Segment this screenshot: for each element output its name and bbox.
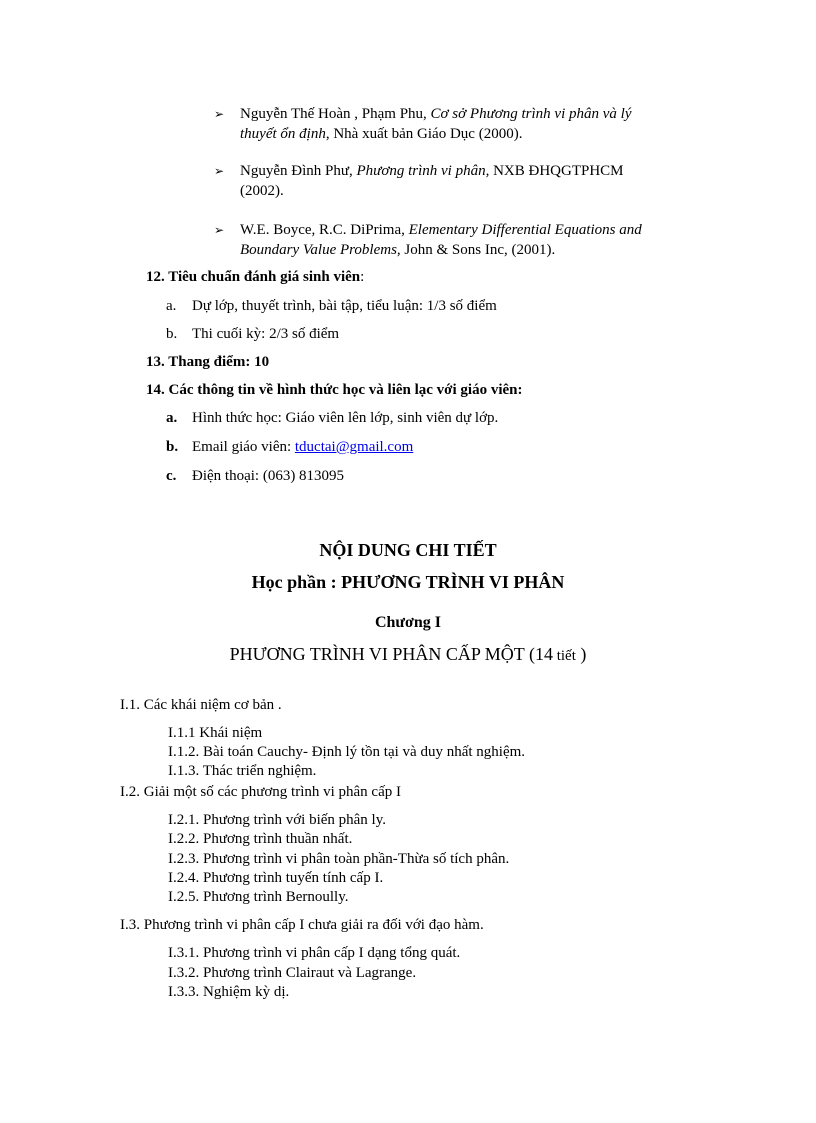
toc-item: I.3.2. Phương trình Clairaut và Lagrange. bbox=[168, 965, 417, 981]
reference-book-title: Cơ sở Phương trình vi phân và lý bbox=[430, 106, 632, 122]
toc-item: I.1.1 Khái niệm bbox=[168, 725, 263, 741]
item-text: Điện thoại: (063) 813095 bbox=[192, 468, 345, 484]
chapter-title-text: PHƯƠNG TRÌNH VI PHÂN CẤP MỘT (14 bbox=[229, 644, 553, 664]
section-12-item-a bbox=[166, 296, 497, 316]
section-13-title: 13. Thang điểm: 10 bbox=[146, 354, 270, 370]
toc-item: I.1.3. Thác triển nghiệm. bbox=[168, 763, 317, 779]
section-12-colon: : bbox=[360, 269, 365, 285]
reference-publisher: NXB ĐHQGTPHCM bbox=[489, 163, 624, 179]
reference-book-title: Phương trình vi phân, bbox=[356, 163, 490, 179]
section-14-title: 14. Các thông tin về hình thức học và liên lạc với giáo viên: bbox=[146, 382, 523, 398]
toc-section-3: I.3. Phương trình vi phân cấp I chưa giải ra đối với đạo hàm. bbox=[120, 917, 484, 933]
item-text: Dự lớp, thuyết trình, bài tập, tiểu luận: 1/3 số điểm bbox=[192, 298, 497, 314]
reference-year: (2002). bbox=[240, 183, 284, 199]
reference-book-title: Boundary Value Problems, bbox=[240, 242, 401, 258]
section-12-title bbox=[146, 267, 364, 287]
toc-section-2: I.2. Giải một số các phương trình vi phân cấp I bbox=[120, 784, 401, 800]
section-14-item-a bbox=[166, 408, 498, 428]
chapter-title bbox=[0, 644, 816, 665]
toc-item: I.3.3. Nghiệm kỳ dị. bbox=[168, 984, 290, 1000]
arrow-bullet-icon: ➢ bbox=[214, 164, 225, 178]
toc-item: I.3.1. Phương trình vi phân cấp I dạng tổng quát. bbox=[168, 945, 461, 961]
reference-text bbox=[240, 161, 700, 201]
reference-publisher: John & Sons Inc, (2001). bbox=[400, 242, 556, 258]
toc-item: I.1.2. Bài toán Cauchy- Định lý tồn tại và duy nhất nghiệm. bbox=[168, 744, 526, 760]
section-12-title-text: 12. Tiêu chuẩn đánh giá sinh viên bbox=[146, 269, 361, 285]
toc-item: I.2.2. Phương trình thuần nhất. bbox=[168, 831, 353, 847]
arrow-bullet-icon: ➢ bbox=[214, 107, 225, 121]
chapter-label: Chương I bbox=[374, 614, 442, 631]
item-label: b. bbox=[166, 439, 179, 455]
section-12-item-b bbox=[166, 324, 339, 344]
item-text: Hình thức học: Giáo viên lên lớp, sinh viên dự lớp. bbox=[192, 410, 499, 426]
item-label: b. bbox=[166, 326, 178, 342]
section-14-item-c bbox=[166, 466, 344, 486]
chapter-title-end: ) bbox=[575, 644, 587, 664]
reference-authors: Nguyễn Đình Phư, bbox=[240, 163, 357, 179]
toc-item: I.2.5. Phương trình Bernoully. bbox=[168, 889, 349, 905]
reference-authors: Nguyễn Thế Hoàn , Phạm Phu, bbox=[240, 106, 431, 122]
detail-heading: NỘI DUNG CHI TIẾT bbox=[319, 540, 497, 560]
reference-authors: W.E. Boyce, R.C. DiPrima, bbox=[240, 222, 409, 238]
item-label: c. bbox=[166, 468, 177, 484]
item-label: a. bbox=[166, 298, 177, 314]
item-text: Email giáo viên: bbox=[192, 439, 295, 455]
toc-item: I.2.3. Phương trình vi phân toàn phần-Thừa số tích phân. bbox=[168, 851, 510, 867]
reference-book-title: Elementary Differential Equations and bbox=[408, 222, 642, 238]
toc-section-1: I.1. Các khái niệm cơ bản . bbox=[120, 697, 282, 713]
reference-book-title: thuyết ổn định bbox=[240, 126, 326, 142]
email-link[interactable]: tductai@gmail.com bbox=[294, 439, 414, 455]
section-14-item-b bbox=[166, 437, 413, 457]
item-label: a. bbox=[166, 410, 178, 426]
arrow-bullet-icon: ➢ bbox=[214, 223, 225, 237]
detail-subheading: Học phần : PHƯƠNG TRÌNH VI PHÂN bbox=[251, 572, 565, 592]
toc-item: I.2.1. Phương trình với biến phân ly. bbox=[168, 812, 387, 828]
chapter-title-hours: tiết bbox=[552, 648, 576, 664]
reference-text bbox=[240, 104, 700, 144]
reference-publisher: , Nhà xuất bản Giáo Dục (2000). bbox=[325, 126, 523, 142]
toc-item: I.2.4. Phương trình tuyến tính cấp I. bbox=[168, 870, 384, 886]
reference-text bbox=[240, 220, 700, 260]
item-text: Thi cuối kỳ: 2/3 số điểm bbox=[192, 326, 340, 342]
